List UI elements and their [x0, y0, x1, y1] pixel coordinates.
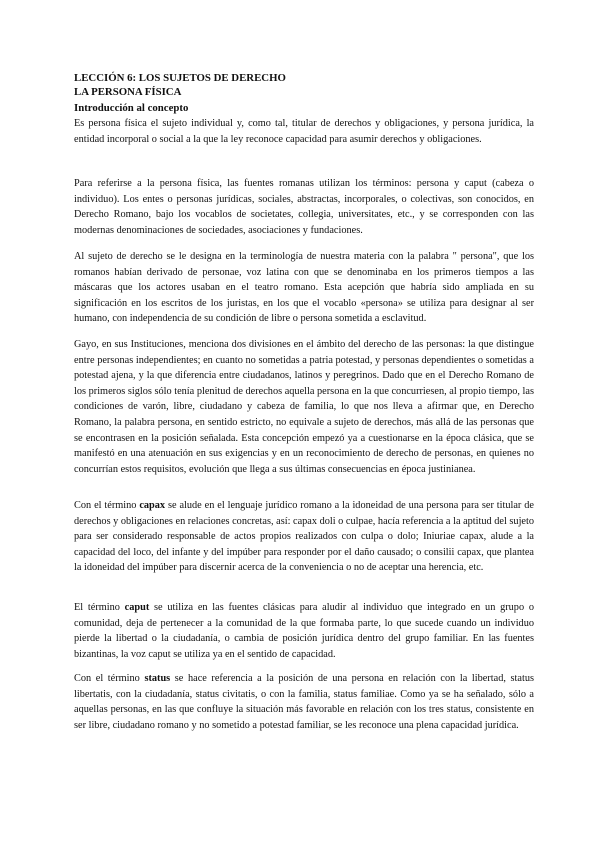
status-post: se hace referencia a la posición de una persona en relación con la libertad, status libertatis, con la ciudadanía, status civitatis, o con la familia, status familiae. Como ya se ha señalado, sólo a aquellas personas, en las que confluye la situación más favorable en relación con los tres status, consistente en ser libre, ciudadano romano y no sometido a potestad familiar, se les reconoce una plena capacidad jurídica.: [74, 673, 534, 731]
paragraph-capax: [74, 498, 534, 576]
caput-term: caput: [124, 602, 150, 613]
paragraph-terms: Para referirse a la persona física, las fuentes romanas utilizan los términos: persona y caput (cabeza o individuo). Los entes o personas jurídicas, sociales, abstractas, incorporales, o colectivas, son conocidos, en Derecho Romano, bajo los vocablos de societates, collegia, universitates, etc., y se corresponden con las modernas denominaciones de sociedades, asociaciones y fundaciones.: [74, 178, 534, 236]
paragraph-status: [74, 671, 534, 733]
caput-post: se utiliza en las fuentes clásicas para aludir al individuo que integrado en un grupo o comunidad, deja de pertenecer a la comunidad de la que formaba parte, lo que sucede cuando un individuo pierde la libertad o la ciudadanía, o cambia de posición jurídica dentro del grupo familiar. En las fuentes bizantinas, la voz caput se utiliza ya en el sentido de capacidad.: [74, 602, 535, 660]
paragraph-caput: [74, 600, 534, 662]
paragraph-definition: Es persona física el sujeto individual y, como tal, titular de derechos y obligaciones, y persona jurídica, la entidad incorporal o social a la que la ley reconoce capacidad para asumir derechos y obligaciones.: [74, 118, 534, 145]
capax-post: se alude en el lenguaje jurídico romano a la idoneidad de una persona para ser titular de derechos y obligaciones en relaciones concretas, así: capax doli o culpae, hacía referencia a la aptitud del sujeto para ser considerado responsable de actos propios realizados con culpa o dolo; Iniuriae capax, alude a la capacidad del loco, del infante y del impúber para responder por el daño causado; o consilii capax, que plantea la idoneidad del impúber para discernir acerca de la conveniencia o no de aceptar una herencia, etc.: [74, 500, 535, 574]
capax-pre: Con el término: [74, 500, 140, 511]
subsection-title: Introducción al concepto: [74, 102, 189, 114]
caput-pre: El término: [74, 602, 125, 613]
capax-term: capax: [139, 500, 166, 511]
paragraph-gayo: Gayo, en sus Instituciones, menciona dos divisiones en el ámbito del derecho de las personas: la que distingue entre personas independientes; en cuanto no sometidas a patria potestad, y personas dependientes o sometidas a potestad ajena, y la que diferencia entre ciudadanos, latinos y peregrinos. Dado que en el Derecho Romano de los primeros siglos sólo tenía plenitud de derechos aquella persona en la que concurriesen, al propio tiempo, las condiciones de varón, libre, ciudadano y cabeza de familia, lo que nos lleva a afirmar que, en Derecho Romano, la palabra persona, en sentido estricto, no equivale a sujeto de derechos, más allá de las personas que se encontrasen en la posición señalada. Esta concepción empezó ya a cuestionarse en la época clásica, que se manifestó en una atenuación en sus exigencias y en un reconocimiento de derecho de personas, en quienes no concurrían estos requisitos, evolución que llega a sus últimas consecuencias en época justinianea.: [74, 339, 534, 475]
status-pre: Con el término: [74, 673, 145, 684]
paragraph-persona-origin: Al sujeto de derecho se le designa en la terminología de nuestra materia con la palabra " persona", que los romanos habían derivado de personae, voz latina con que se denominaba en los primeros tiempos a las máscaras que los actores usaban en el teatro romano. Esta acepción que habría sido ampliada en su significación en los escritos de los juristas, en los que el vocablo «persona» se utiliza para designar al ser humano, con independencia de su condición de libre o persona sometida a esclavitud.: [74, 251, 534, 325]
lesson-title: LECCIÓN 6: LOS SUJETOS DE DERECHO: [74, 72, 286, 84]
status-term: status: [144, 673, 171, 684]
section-title: LA PERSONA FÍSICA: [74, 86, 182, 98]
